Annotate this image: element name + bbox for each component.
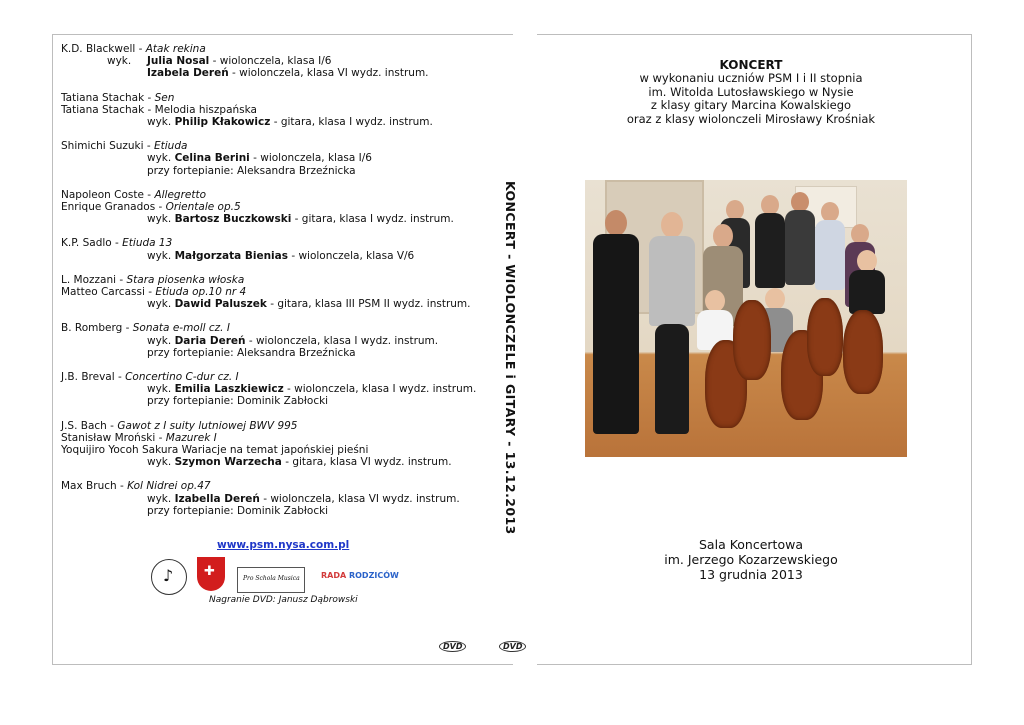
performer-line — [61, 116, 481, 128]
composer: K.D. Blackwell - — [61, 43, 146, 55]
accompaniment-line: przy fortepianie: Aleksandra Brzeźnicka — [147, 164, 356, 177]
performer-detail: - wiolonczela, klasa I wydz. instrum. — [245, 334, 439, 347]
performer-detail: - wiolonczela, klasa V/6 — [288, 249, 415, 262]
performer-prefix: wyk. — [147, 249, 175, 262]
performer-prefix: wyk. — [147, 116, 175, 129]
program-piece — [61, 322, 481, 359]
piece-line — [61, 274, 481, 286]
program-piece — [61, 420, 481, 469]
performer-name: Małgorzata Bienias — [174, 249, 288, 262]
performer-detail: - wiolonczela, klasa I/6 — [249, 152, 372, 165]
performer-prefix: wyk. — [147, 334, 175, 347]
performer-name: Szymon Warzecha — [174, 456, 282, 469]
accompaniment-line: przy fortepianie: Dominik Zabłocki — [147, 504, 329, 517]
performer-name: Daria Dereń — [174, 334, 246, 347]
composer: K.P. Sadlo - — [61, 237, 123, 250]
concert-subtitle-1: w wykonaniu uczniów PSM I i II stopnia — [639, 71, 863, 86]
piece-title: Etiuda 13 — [122, 237, 173, 250]
venue-block — [537, 537, 965, 582]
performer-detail: - wiolonczela, klasa VI wydz. instrum. — [259, 492, 460, 505]
pro-schola-musica-logo — [237, 567, 305, 593]
piece-title: Atak rekina — [145, 43, 206, 55]
group-photo — [585, 180, 907, 457]
performer-detail: - gitara, klasa I wydz. instrum. — [270, 116, 433, 129]
dvd-logo-icon: DVD — [499, 641, 526, 652]
performer-detail: - gitara, klasa III PSM II wydz. instrum. — [266, 298, 471, 311]
performer-prefix: wyk. — [147, 383, 175, 396]
performer-line — [61, 250, 481, 262]
program-piece — [61, 92, 481, 129]
piece-line — [61, 201, 481, 213]
piece-line — [61, 444, 481, 456]
accompaniment-line: przy fortepianie: Aleksandra Brzeźnicka — [147, 346, 356, 359]
sponsor-logos — [151, 557, 411, 597]
performer-name: Philip Kłakowicz — [174, 116, 271, 129]
performer-line — [61, 383, 481, 395]
performer-name: Izabella Dereń — [174, 492, 260, 505]
rada-rodzicow-logo: RADA RODZICÓW — [321, 571, 399, 580]
piece-line — [61, 189, 481, 201]
dvd-logo-icon: DVD — [439, 641, 466, 652]
performer-name: Emilia Laszkiewicz — [174, 383, 284, 396]
composer: Yoquijiro Yocoh Sakura Wariacje na temat japońskiej pieśni — [61, 444, 369, 457]
piece-line — [61, 237, 481, 249]
concert-subtitle-3: z klasy gitary Marcina Kowalskiego — [650, 98, 852, 113]
piece-title: Etiuda op.10 nr 4 — [155, 286, 247, 299]
piece-title: Stara piosenka włoska — [126, 273, 245, 286]
front-cover — [537, 35, 973, 666]
composer: J.B. Breval - — [61, 371, 126, 384]
piece-title: Sonata e-moll cz. I — [132, 322, 230, 335]
program-piece — [61, 274, 481, 311]
recording-credit: Nagranie DVD: Janusz Dąbrowski — [209, 595, 358, 605]
concert-header — [537, 59, 965, 126]
program-piece — [61, 140, 481, 177]
performer-detail: - gitara, klasa VI wydz. instrum. — [281, 456, 452, 469]
program-piece — [61, 189, 481, 226]
composer: Shimichi Suzuki - — [61, 140, 155, 153]
performer-prefix: wyk. — [147, 298, 175, 311]
program-list — [61, 43, 481, 529]
piece-title: Orientale op.5 — [165, 201, 241, 214]
spine — [496, 35, 526, 666]
composer: Napoleon Coste - — [61, 188, 155, 201]
piece-title: Gawot z I suity lutniowej BWV 995 — [117, 419, 298, 432]
performer-prefix: wyk. — [107, 55, 132, 68]
accompaniment-line: przy fortepianie: Dominik Zabłocki — [147, 395, 329, 408]
composer: Enrique Granados - — [61, 201, 166, 214]
performer-prefix: wyk. — [147, 213, 175, 226]
performer-line — [61, 493, 481, 505]
piece-title: Kol Nidrei op.47 — [127, 480, 211, 493]
program-piece — [61, 237, 481, 261]
piece-line — [61, 322, 481, 334]
piece-line — [61, 420, 481, 432]
concert-subtitle-4: oraz z klasy wiolonczeli Mirosławy Krośniak — [626, 111, 876, 126]
performer-detail: - wiolonczela, klasa VI wydz. instrum. — [228, 67, 429, 80]
performer-detail: - wiolonczela, klasa I/6 — [209, 55, 332, 68]
photo-cello — [843, 310, 883, 394]
school-seal-icon — [151, 559, 187, 595]
performer-name: Julia Nosal — [147, 55, 210, 68]
composer: Tatiana Stachak - — [61, 91, 155, 104]
composer: Tatiana Stachak - — [61, 103, 155, 116]
composer: B. Romberg - — [61, 322, 133, 335]
composer: Matteo Carcassi - — [61, 286, 156, 299]
program-piece — [61, 43, 481, 80]
piece-title: Melodia hiszpańska — [154, 103, 257, 116]
program-piece — [61, 371, 481, 408]
dvd-cover — [52, 34, 972, 665]
performer-line — [61, 152, 481, 164]
concert-date: 13 grudnia 2013 — [699, 567, 803, 582]
photo-cello — [733, 300, 771, 380]
concert-subtitle-2: im. Witolda Lutosławskiego w Nysie — [648, 84, 854, 99]
piece-title: Mazurek I — [165, 431, 217, 444]
performer-line — [61, 298, 481, 310]
composer: Max Bruch - — [61, 480, 128, 493]
program-piece — [61, 480, 481, 517]
performer-prefix: wyk. — [147, 456, 175, 469]
composer: Stanisław Mroński - — [61, 431, 166, 444]
composer: L. Mozzani - — [61, 273, 127, 286]
school-website-link[interactable]: www.psm.nysa.com.pl — [217, 539, 350, 551]
composer: J.S. Bach - — [61, 419, 118, 432]
performer-name: Bartosz Buczkowski — [174, 213, 292, 226]
piece-line — [61, 480, 481, 492]
performer-detail: - wiolonczela, klasa I wydz. instrum. — [283, 383, 477, 396]
piece-line — [61, 104, 481, 116]
piece-line — [61, 432, 481, 444]
performer-line — [61, 55, 481, 67]
performer-prefix: wyk. — [147, 492, 175, 505]
performer-prefix: wyk. — [147, 152, 175, 165]
performer-line — [61, 67, 481, 79]
piece-title: Allegretto — [154, 188, 207, 201]
venue-hall: Sala Koncertowa — [699, 537, 803, 552]
piece-title: Concertino C-dur cz. I — [125, 371, 239, 384]
performer-name: Celina Berini — [174, 152, 250, 165]
piece-title: Sen — [154, 91, 175, 104]
performer-line — [61, 213, 481, 225]
concert-title: KONCERT — [719, 58, 783, 72]
performer-line — [61, 335, 481, 347]
city-coat-of-arms-icon — [197, 557, 225, 591]
piece-line — [61, 43, 481, 55]
piece-title: Etiuda — [154, 140, 188, 153]
performer-name: Dawid Paluszek — [174, 298, 267, 311]
performer-detail: - gitara, klasa I wydz. instrum. — [291, 213, 454, 226]
spine-title: KONCERT - WIOLONCZELE i GITARY - 13.12.2013 — [503, 181, 518, 535]
piece-line — [61, 140, 481, 152]
piece-line — [61, 371, 481, 383]
piece-line — [61, 92, 481, 104]
venue-patron: im. Jerzego Kozarzewskiego — [664, 552, 838, 567]
performer-line — [61, 456, 481, 468]
performer-name: Izabela Dereń — [147, 67, 229, 80]
photo-cello — [807, 298, 843, 376]
piece-line — [61, 286, 481, 298]
